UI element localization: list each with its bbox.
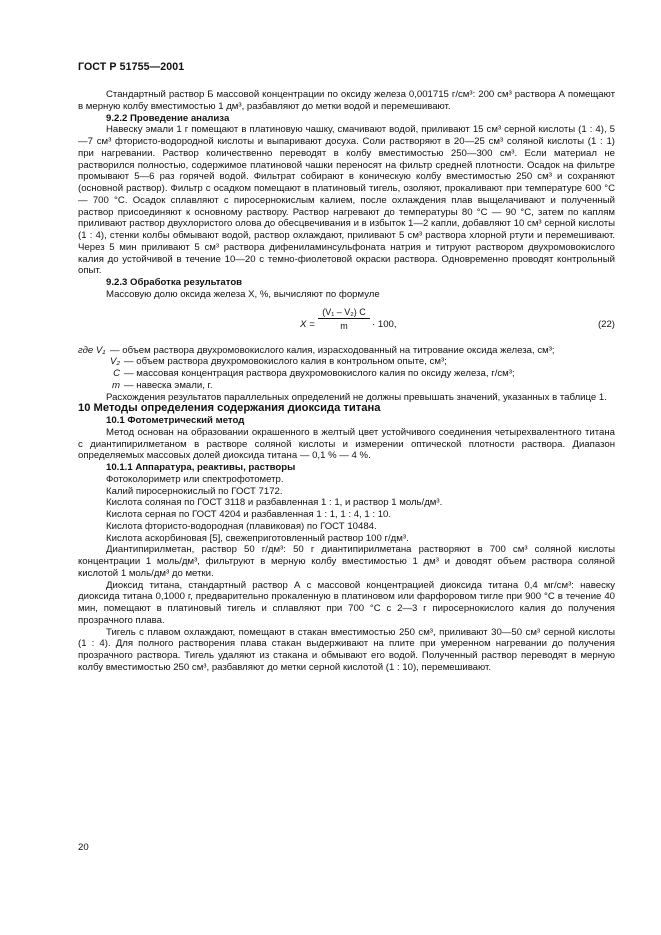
page-body [78,89,615,674]
list-item: Кислота соляная по ГОСТ 3118 и разбавленная 1 : 1, и раствор 1 моль/дм³. [106,497,443,509]
definition-symbol: где V₁ [78,344,106,356]
section-10-1-heading: 10.1 Фотометрический метод [106,415,245,426]
formula-definitions [78,345,615,392]
list-item: Калий пиросернокислый по ГОСТ 7172. [106,485,283,497]
formula-tail: · 100, [372,318,397,330]
paragraph-method-basis: Метод основан на образовании окрашенного в желтый цвет устойчивого соединения четырехвалентного титана с диантипирилметаном в растворе соляной кислоты и измерении оптической плотности раствора. Диапазон определяемых массовых долей диоксида титана — 0,1 % — 4 %. [78,426,615,462]
paragraph-crucible-procedure: Тигель с плавом охлаждают, помещают в стакан вместимостью 250 см³, приливают 30—50 см³ серной кислоты (1 : 4). Для полного растворения плава стакан выдерживают на плите при умеренном нагревании до получения прозрачного раствора. Тигель удаляют из стакана и обмывают его водой. Полученный раствор переводят в мерную колбу вместимостью 250 см³, разбавляют до метки серной кислотой (1 : 10), перемешивают. [78,626,615,673]
definition-row [78,368,615,380]
formula-lhs: X = [300,318,315,330]
list-item: Фотоколориметр или спектрофотометр. [106,473,284,485]
section-10-1-1-heading: 10.1.1 Аппаратура, реактивы, растворы [106,462,296,473]
list-item: Кислота фтористо-водородная (плавиковая) по ГОСТ 10484. [106,520,377,532]
paragraph-titanium-standard: Диоксид титана, стандартный раствор А с массовой концентрацией диоксида титана 0,4 мг/см³: навеску диоксида титана 0,1000 г, предварительно прокаленную в платиновом или фарфоровом тигле при 900 °С в течение 40 мин, помещают в платиновый тигель и сплавляют при 700 °С с 2—3 г пиросернокислого калия до получения прозрачного плава. [78,579,615,626]
section-10-heading: 10 Методы определения содержания диоксида титана [78,402,381,415]
formula-22 [78,301,615,345]
formula-numerator: (V₁ – V₂) C [318,307,370,319]
page-number: 20 [78,842,89,853]
definition-text: — массовая концентрация раствора двухромовокислого калия по оксиду железа, г/см³; [124,368,515,379]
definition-text: — объем раствора двухромовокислого калия, израсходованный на титрование оксида железа, см³; [110,344,555,356]
formula-fraction [318,307,370,331]
formula-number: (22) [597,318,615,330]
paragraph-standard-solution-b: Стандартный раствор Б массовой концентрации по оксиду железа 0,001715 г/см³: 200 см³ раствора А помещают в мерную колбу вместимостью 1 дм³, разбавляют до метки водой и перемешивают. [78,89,615,112]
paragraph-analysis-procedure: Навеску эмали 1 г помещают в платиновую чашку, смачивают водой, приливают 15 см³ серной кислоты (1 : 4), 5—7 см³ фтористо-водородной кислоты и выпаривают досуха. Соли растворяют в 20—25 см³ соляной кислоты (1 : 1) при нагревании. Раствор количественно переводят в колбу вместимостью 250—300 см³. Если материал не растворился полностью, содержимое платиновой чашки переносят на фильтр средней плотности. Осадок на фильтре промывают 5—6 раз горячей водой. Фильтрат собирают в коническую колбу вместимостью 250 см³ и сохраняют (основной раствор). Фильтр с осадком помещают в платиновый тигель, озоляют, прокаливают при температуре 600 °С — 700 °С. Осадок сплавляют с пиросернокислым калием, после охлаждения плав выщелачивают и полученный раствор присоединяют к основному раствору. Раствор нагревают до температуры 80 °С — 90 °С, затем по каплям приливают раствор двухлористого олова до обесцвечивания и в избыток 1—2 капли, добавляют 10 см³ серной кислоты (1 : 4), стенки колбы обмывают водой, раствор охлаждают, приливают 5 см³ раствора хлорной ртути и перемешивают. Через 5 мин приливают 5 см³ раствора дифениламинсульфоната натрия и титруют раствором двухромовокислого калия до устойчивой в течение 10—20 с темно-фиолетовой окраски раствора. Одновременно проводят контрольный опыт. [78,124,615,277]
definition-row [78,380,615,392]
definition-text: — навеска эмали, г. [124,379,213,391]
definition-row [78,356,615,368]
definition-symbol: C [113,368,120,379]
definition-row [78,345,615,357]
paragraph-discrepancy: Расхождения результатов параллельных определений не должны превышать значений, указанных в таблице 1. [106,391,607,403]
list-item: Кислота серная по ГОСТ 4204 и разбавленная 1 : 1, 1 : 4, 1 : 10. [106,509,392,520]
section-9-2-3-heading: 9.2.3 Обработка результатов [106,277,243,288]
definition-symbol: V₂ [109,356,120,368]
definition-text: — объем раствора двухромовокислого калия в контрольном опыте, см³; [124,356,447,368]
definition-symbol: m [112,379,120,391]
paragraph-diantipyrylmethane: Диантипирилметан, раствор 50 г/дм³: 50 г диантипирилметана растворяют в 700 см³ соляной кислоты концентрации 1 моль/дм³, фильтруют в мерную колбу вместимостью 1 дм³ и доводят объем раствора соляной кислотой 1 моль/дм³ до метки. [78,544,615,579]
formula-denominator: m [340,320,348,331]
list-item: Кислота аскорбиновая [5], свежеприготовленный раствор 100 г/дм³. [106,532,409,544]
paragraph-formula-intro: Массовую долю оксида железа X, %, вычисляют по формуле [106,288,380,300]
section-9-2-2-heading: 9.2.2 Проведение анализа [106,112,230,124]
standard-header: ГОСТ Р 51755—2001 [78,61,185,73]
